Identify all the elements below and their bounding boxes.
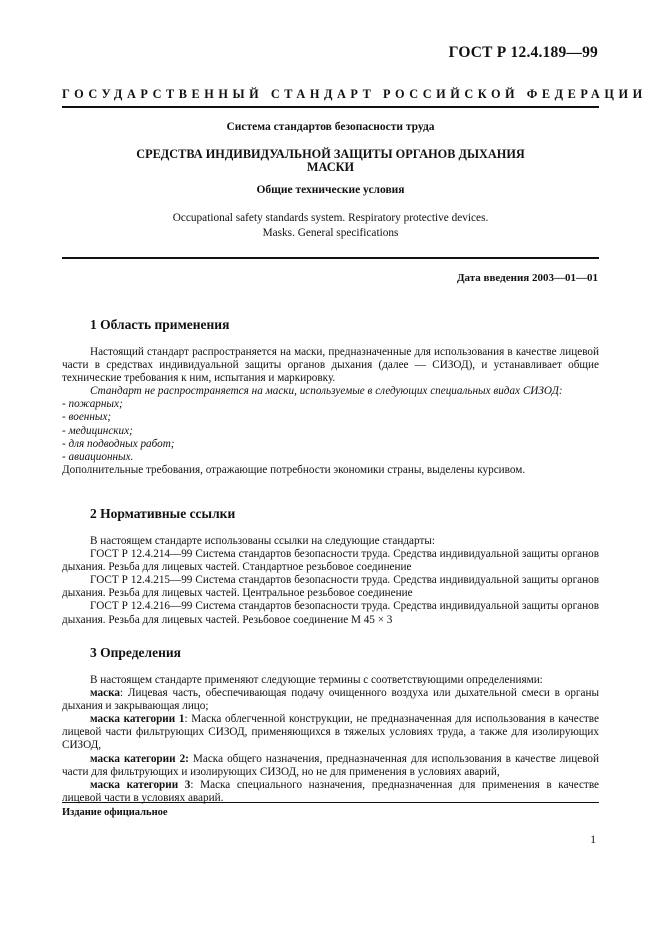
definition <box>62 779 599 805</box>
header-bottom-divider <box>62 257 599 259</box>
section-heading: 2 Нормативные ссылки <box>90 506 236 521</box>
official-edition-label: Издание официальное <box>62 807 168 818</box>
definition-term: маска категории 2: <box>90 752 189 765</box>
english-title <box>62 211 599 241</box>
footer-divider <box>62 802 599 803</box>
definition-text: : Лицевая часть, обеспечивающая подачу очищенного воздуха или дыхательной смеси в органы дыхания и закрывающая лицо; <box>62 687 599 713</box>
definition <box>62 687 599 713</box>
paragraph: Настоящий стандарт распространяется на маски, предназначенные для использования в качестве лицевой части в средствах индивидуальной защиты органов дыхания (далее — СИЗОД), и устанавливает общие технические требования к ним, испытания и маркировку. <box>62 346 599 385</box>
english-title-line-2: Masks. General specifications <box>262 227 399 239</box>
state-standard-title: ГОСУДАРСТВЕННЫЙ СТАНДАРТ РОССИЙСКОЙ ФЕДЕРАЦИИ <box>62 87 647 101</box>
paragraph: В настоящем стандарте применяют следующие термины с соответствующими определениями: <box>90 674 543 686</box>
list-item: - медицинских; <box>62 424 133 437</box>
definition <box>62 713 599 752</box>
section-body <box>62 535 599 627</box>
definition-text: : Маска облегченной конструкции, не предназначенная для использования в качестве лицевой части фильтрующих СИЗОД, применяющихся в тяжелых условиях труда, а также для изолирующих СИЗОД, <box>62 713 599 752</box>
top-divider <box>62 106 599 108</box>
section-scope <box>62 316 599 477</box>
reference-item: ГОСТ Р 12.4.216—99 Система стандартов безопасности труда. Средства индивидуальной защиты органов дыхания. Резьба для лицевых частей. Резьбовое соединение М 45 × 3 <box>62 600 599 626</box>
list-item: - для подводных работ; <box>62 437 175 450</box>
main-title <box>62 148 599 174</box>
section-heading: 1 Область применения <box>90 317 230 332</box>
section-heading: 3 Определения <box>90 645 181 660</box>
page-number: 1 <box>590 834 596 846</box>
list-item: - пожарных; <box>62 398 123 411</box>
definition-term: маска <box>90 687 120 700</box>
reference-item: ГОСТ Р 12.4.214—99 Система стандартов безопасности труда. Средства индивидуальной защиты органов дыхания. Резьба для лицевых частей. Стандартное резьбовое соединение <box>62 548 599 574</box>
system-title: Система стандартов безопасности труда <box>226 121 435 133</box>
paragraph: В настоящем стандарте использованы ссылки на следующие стандарты: <box>90 535 435 547</box>
definition-term: маска категории 1 <box>90 713 185 726</box>
list-item: - военных; <box>62 411 112 424</box>
section-definitions <box>62 644 599 805</box>
document-code: ГОСТ Р 12.4.189—99 <box>448 44 598 61</box>
definition-text: Маска общего назначения, предназначенная для использования в качестве лицевой части для фильтрующих и изолирующих СИЗОД, но не для применения в условиях аварий, <box>62 752 599 778</box>
section-body <box>62 674 599 805</box>
reference-item: ГОСТ Р 12.4.215—99 Система стандартов безопасности труда. Средства индивидуальной защиты органов дыхания. Резьба для лицевых частей. Центральное резьбовое соединение <box>62 574 599 600</box>
definition <box>62 753 599 779</box>
definition-text: : Маска специального назначения, предназначенная для применения в качестве лицевой части в условиях аварий. <box>62 778 599 804</box>
main-title-line-1: СРЕДСТВА ИНДИВИДУАЛЬНОЙ ЗАЩИТЫ ОРГАНОВ ДЫХАНИЯ <box>136 147 525 161</box>
paragraph-italic: Стандарт не распространяется на маски, используемые в следующих специальных видах СИЗОД: <box>90 385 563 398</box>
definition-term: маска категории 3 <box>90 778 191 791</box>
section-body <box>62 346 599 477</box>
subtitle: Общие технические условия <box>256 184 405 196</box>
section-normative-references <box>62 505 599 627</box>
list-item: - авиационных. <box>62 450 134 463</box>
english-title-line-1: Occupational safety standards system. Respiratory protective devices. <box>172 212 489 224</box>
paragraph: Дополнительные требования, отражающие потребности экономики страны, выделены курсивом. <box>62 463 526 476</box>
introduction-date: Дата введения 2003—01—01 <box>456 272 598 284</box>
main-title-line-2: МАСКИ <box>306 160 355 174</box>
